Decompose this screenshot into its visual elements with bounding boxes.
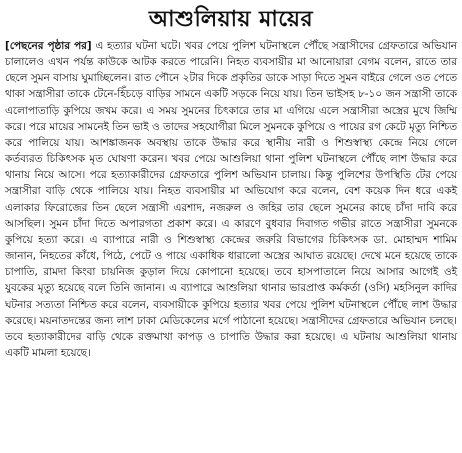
headline: আশুলিয়ায় মায়ের xyxy=(148,6,314,32)
body-text: এ হত্যার ঘটনা ঘটে। খবর পেয়ে পুলিশ ঘটনাস্থলে পৌঁছে সন্ত্রাসীদের গ্রেফতারে অভিযান চালালেও এখন পর্যন্ত কাউকে আটক করতে পারেনি। নিহত ব্যবসায়ীর মা আনোয়ারা বেগম বলেন, রাতে তার ছেলে সুমন বাসায় ঘুমাচ্ছিলেন। রাত পৌনে ২টার দিকে প্রকৃতির ডাকে সাড়া দিতে সুমন বাইরে গেলে ওত পেতে থাকা সন্ত্রাসীরা তাকে টেনে-হিঁচড়ে বাড়ির সামনে একটি সড়কে নিয়ে যায়। তিন ভাইসহ ৮-১০ জন সন্ত্রাসী তাকে এলোপাতাড়ি কুপিয়ে জখম করে। এ সময় সুমনের চিৎকারে তার মা এগিয়ে এলে সন্ত্রাসীরা অস্ত্রের মুখে জিম্মি করে। পরে মায়ের সামনেই তিন ভাই ও তাদের সহযোগীরা মিলে সুমনকে কুপিয়ে ও পায়ের রগ কেটে মৃত্যু নিশ্চিত করে পালিয়ে যায়। আশঙ্কাজনক অবস্থায় তাকে উদ্ধার করে স্থানীয় নারী ও শিশুস্বাস্থ্য কেন্দ্রে নিয়ে গেলে কর্তব্যরত চিকিৎসক মৃত ঘোষণা করেন। খবর পেয়ে আশুলিয়া থানা পুলিশ ঘটনাস্থলে পৌঁছে লাশ উদ্ধার করে থানায় নিয়ে আসে। পরে হত্যাকারীদের গ্রেফতারে পুলিশ অভিযান চালায়। কিন্তু পুলিশের উপস্থিতি টের পেয়ে সন্ত্রাসীরা বাড়ি থেকে পালিয়ে যায়। নিহত ব্যবসায়ীর মা অভিযোগ করে বলেন, বেশ কয়েক দিন ধরে একই এলাকার ফিরোজের তিন ছেলে সন্ত্রাসী এরশাদ, নজরুল ও জহির তার ছেলে সুমনের কাছে চাঁদা দাবি করে আসছিল। সুমন চাঁদা দিতে অপারগতা প্রকাশ করে। এ কারণে বুধবার দিবাগত গভীর রাতে সন্ত্রাসীরা সুমনকে কুপিয়ে হত্যা করে। এ ব্যাপারে নারী ও শিশুস্বাস্থ্য কেন্দ্রের জরুরি বিভাগের চিকিৎসক ডা. মোহাম্মদ শামিম জানান, নিহতের কাঁধে, পিঠে, পেটে ও পায়ে একাধিক ধারালো অস্ত্রের আঘাত রয়েছে। দেখে মনে হয়েছে তাকে চাপাতি, রামদা কিংবা চায়নিজ কুড়াল দিয়ে কোপানো হয়েছে। তবে হাসপাতালে নিয়ে আসার আগেই ওই যুবকের মৃত্যু হয়েছে বলে তিনি জানান। এ ব্যাপারে আশুলিয়া থানার ভারপ্রাপ্ত কর্মকর্তা (ওসি) মহসিনুল কাদির ঘটনার সত্যতা নিশ্চিত করে বলেন, ব্যবসায়ীকে কুপিয়ে হত্যার খবর পেয়ে পুলিশ ঘটনাস্থলে পৌঁছে লাশ উদ্ধার করেছে। ময়নাতদন্তের জন্য লাশ ঢাকা মেডিকেলের মর্গে পাঠানো হয়েছে। সন্ত্রাসীদের গ্রেফতারে অভিযান চলছে। তবে হত্যাকারীদের বাড়ি থেকে রক্তমাখা কাপড় ও চাপাতি উদ্ধার করা হয়েছে। এ ঘটনায় আশুলিয়া থানায় একটি মামলা হয়েছে। xyxy=(5,40,458,359)
jump-label: [পেছনের পৃষ্ঠার পর] xyxy=(5,40,92,52)
article-body xyxy=(5,38,457,361)
